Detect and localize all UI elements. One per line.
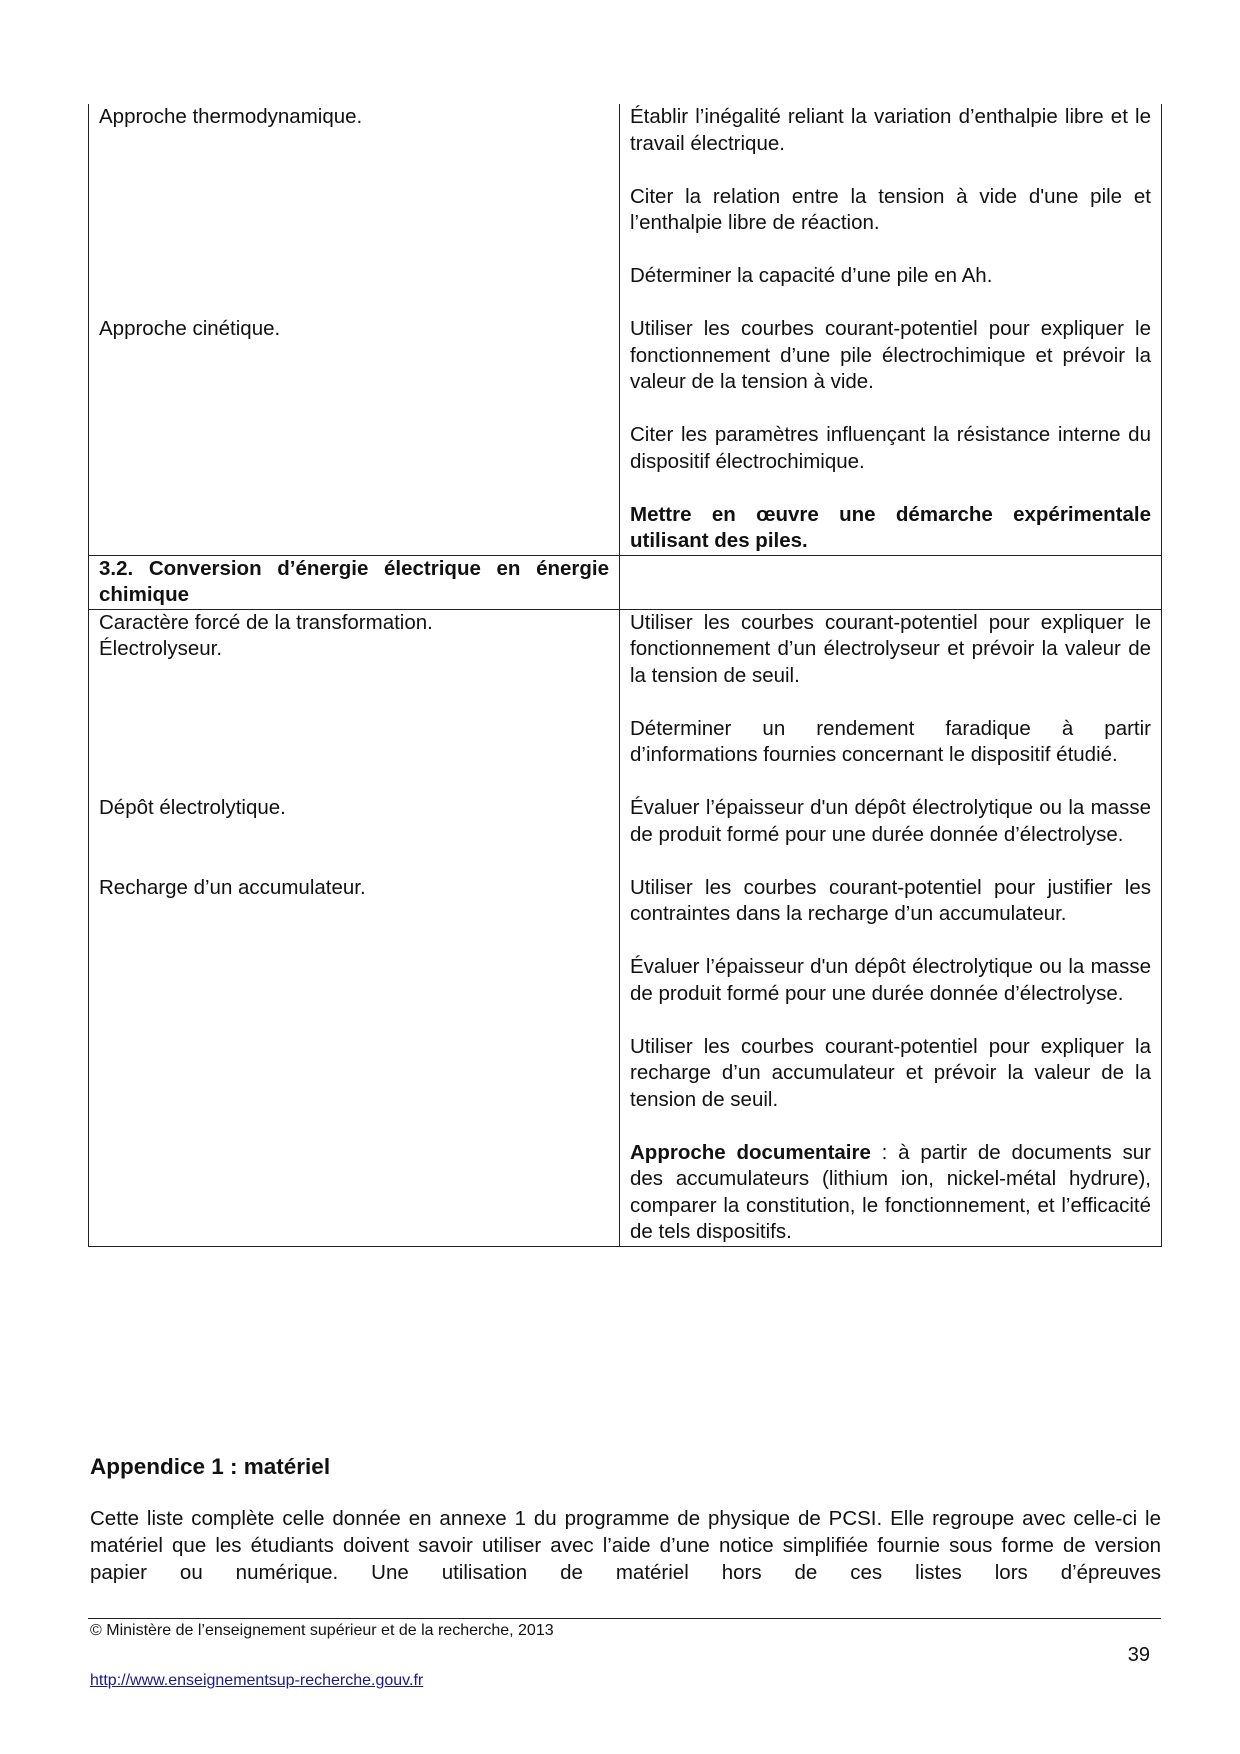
section-heading-row (89, 555, 1162, 609)
appendix-title: Appendice 1 : matériel (90, 1454, 331, 1479)
table-row (89, 795, 1162, 875)
notion-cell (89, 795, 620, 875)
capacity-cell (620, 316, 1162, 555)
notion-text: Électrolyseur. (99, 637, 223, 660)
notion-text: Recharge d’un accumulateur. (99, 875, 366, 899)
capacity-cell (620, 875, 1162, 1247)
notion-text: Approche cinétique. (99, 317, 281, 340)
program-table (88, 104, 1162, 1247)
capacity-text: Utiliser les courbes courant-potentiel pour expliquer le fonctionnement d’une pile électrochimique et prévoir la valeur de la tension à vide. (630, 317, 1151, 393)
notion-cell (89, 316, 620, 555)
capacity-text: Citer les paramètres influençant la résistance interne du dispositif électrochimique. (630, 423, 1151, 473)
capacity-text: Citer la relation entre la tension à vide d'une pile et l’enthalpie libre de réaction. (630, 184, 1151, 234)
table-row (89, 609, 1162, 795)
empty-cell (620, 555, 1162, 609)
capacity-cell (620, 795, 1162, 875)
capacity-cell (620, 609, 1162, 795)
appendix-intro: Cette liste complète celle donnée en annexe 1 du programme de physique de PCSI. Elle regroupe avec celle-ci le matériel que les étudiants doivent savoir utiliser avec l’aide d’une notice simplifiée fournie sous forme de version papier ou numérique. Une utilisation de matériel hors de ces listes lors d’épreuves (90, 1507, 1161, 1584)
table-row (89, 875, 1162, 1247)
notion-text: Dépôt électrolytique. (99, 796, 286, 819)
footer-divider (88, 1618, 1161, 1619)
table-row (89, 104, 1162, 316)
notion-cell (89, 609, 620, 795)
notion-cell (89, 104, 620, 316)
footer-link[interactable]: http://www.enseignementsup-recherche.gouv.fr (90, 1672, 424, 1689)
notion-text: Approche thermodynamique. (99, 105, 363, 128)
section-heading-cell (89, 555, 620, 609)
table-row (89, 316, 1162, 555)
capacity-cell (620, 104, 1162, 316)
capacity-text: Utiliser les courbes courant-potentiel pour expliquer la recharge d’un accumulateur et prévoir la valeur de la tension de seuil. (630, 1034, 1151, 1111)
footer-copyright: © Ministère de l’enseignement supérieur et de la recherche, 2013 (90, 1622, 554, 1639)
page-number: 39 (1127, 1644, 1150, 1666)
capacity-text: Évaluer l’épaisseur d'un dépôt électrolytique ou la masse de produit formé pour une durée donnée d’électrolyse. (630, 955, 1151, 1005)
notion-cell (89, 875, 620, 1247)
approach-label: Approche documentaire (630, 1140, 871, 1164)
section-heading: 3.2. Conversion d’énergie électrique en énergie chimique (99, 556, 609, 606)
capacity-text: Déterminer la capacité d’une pile en Ah. (630, 264, 993, 287)
capacity-text: Déterminer un rendement faradique à partir d’informations fournies concernant le dispositif étudié. (630, 716, 1151, 766)
notion-text: Caractère forcé de la transformation. (99, 610, 433, 634)
approach-text: : à partir de documents sur des accumulateurs (lithium ion, nickel-métal hydrure), comparer la constitution, le fonctionnement, et l’efficacité de tels dispositifs. (630, 1140, 1151, 1243)
capacity-text: Évaluer l’épaisseur d'un dépôt électrolytique ou la masse de produit formé pour une durée donnée d’électrolyse. (630, 796, 1151, 846)
capacity-text: Utiliser les courbes courant-potentiel pour expliquer le fonctionnement d’un électrolyseur et prévoir la valeur de la tension de seuil. (630, 610, 1151, 687)
capacity-text-bold: Mettre en œuvre une démarche expérimentale utilisant des piles. (630, 502, 1151, 552)
capacity-text (630, 1140, 1151, 1246)
capacity-text: Établir l’inégalité reliant la variation d’enthalpie libre et le travail électrique. (630, 105, 1151, 155)
capacity-text: Utiliser les courbes courant-potentiel pour justifier les contraintes dans la recharge d’un accumulateur. (630, 875, 1151, 925)
